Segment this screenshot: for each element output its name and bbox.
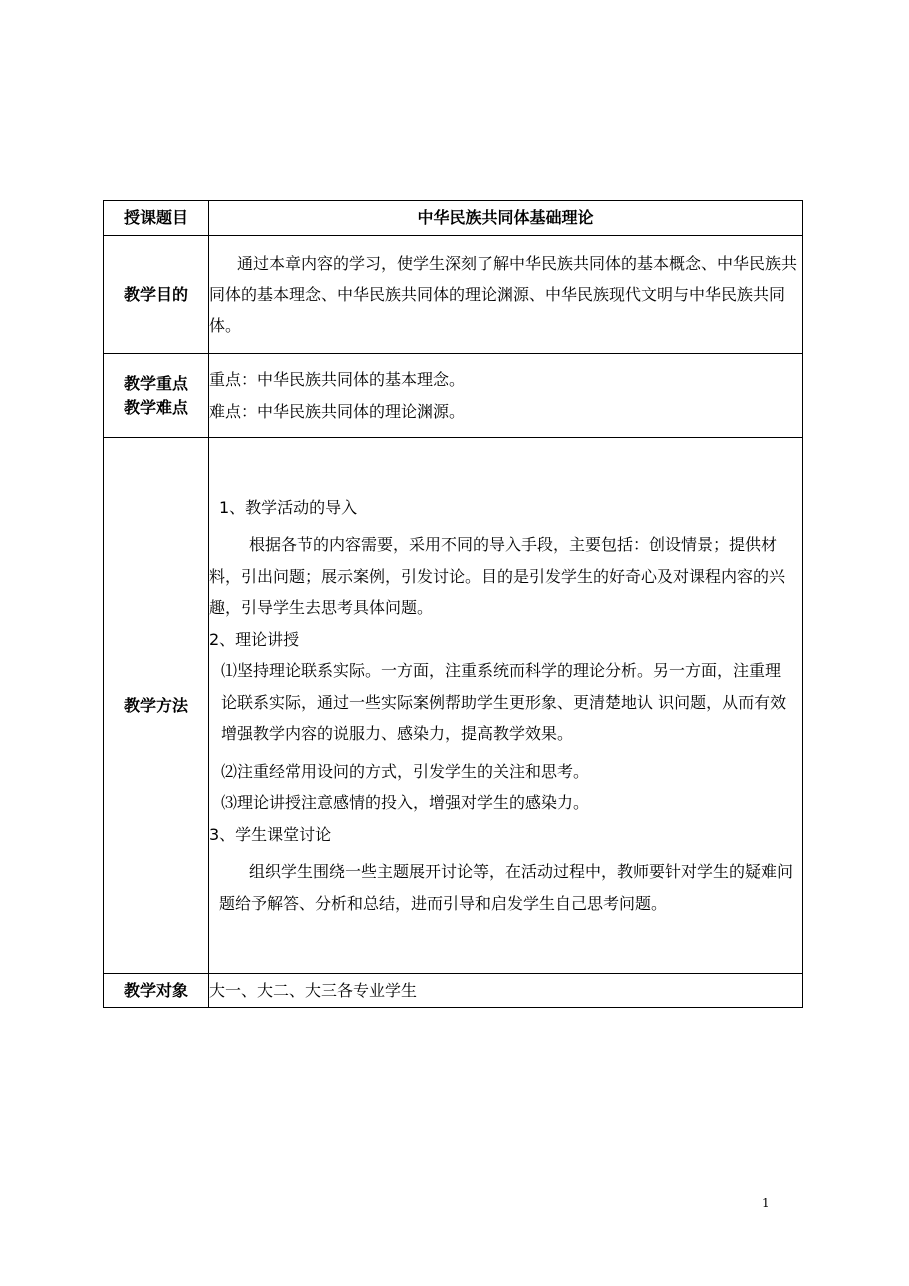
method-item2: ⑵注重经常用设问的方式，引发学生的关注和思考。 (221, 761, 590, 781)
page-number: 1 (762, 1196, 770, 1210)
key-point-text: 重点：中华民族共同体的基本理念。 (209, 369, 466, 389)
teaching-target-text: 大一、大二、大三各专业学生 (209, 974, 803, 1008)
difficult-point-label: 教学难点 (123, 397, 188, 417)
teaching-target-label: 教学对象 (104, 974, 209, 1008)
teaching-goal-text: 通过本章内容的学习，使学生深刻了解中华民族共同体的基本概念、中华民族共同体的基本理念、中华民族共同体的理论渊源、中华民族现代文明与中华民族共同体。 (209, 254, 798, 335)
syllabus-table (103, 200, 803, 1008)
course-title-label: 授课题目 (104, 201, 209, 236)
key-points-label-cell (104, 354, 209, 438)
teaching-goal-label: 教学目的 (104, 236, 209, 354)
row-teaching-goal (104, 236, 803, 354)
method-section1-title: 1、教学活动的导入 (219, 497, 358, 517)
course-title-value: 中华民族共同体基础理论 (209, 201, 803, 236)
method-section1-text: 根据各节的内容需要，采用不同的导入手段，主要包括：创设情景；提供材料，引出问题；展示案例，引发讨论。目的是引发学生的好奇心及对课程内容的兴趣，引导学生去思考具体问题。 (209, 535, 786, 618)
row-key-points (104, 354, 803, 438)
method-section2-title: 2、理论讲授 (209, 629, 300, 649)
row-course-title (104, 201, 803, 236)
method-section3-text: 组织学生围绕一些主题展开讨论等，在活动过程中，教师要针对学生的疑难问题给予解答、分析和总结，进而引导和启发学生自己思考问题。 (219, 862, 794, 913)
teaching-method-cell (209, 438, 803, 974)
teaching-method-label: 教学方法 (104, 438, 209, 974)
method-section3-title: 3、学生课堂讨论 (209, 824, 332, 844)
row-teaching-target (104, 974, 803, 1008)
key-point-label: 教学重点 (123, 373, 188, 393)
row-teaching-method (104, 438, 803, 974)
teaching-goal-cell (209, 236, 803, 354)
method-item1: ⑴坚持理论联系实际。一方面，注重系统而科学的理论分析。另一方面，注重理论联系实际，通过一些实际案例帮助学生更形象、更清楚地认 识问题，从而有效增强教学内容的说服力、感染力，提高教学效果。 (221, 661, 787, 744)
difficult-point-text: 难点：中华民族共同体的理论渊源。 (209, 401, 466, 421)
method-item3: ⑶理论讲授注意感情的投入，增强对学生的感染力。 (221, 793, 590, 813)
key-points-cell (209, 354, 803, 438)
